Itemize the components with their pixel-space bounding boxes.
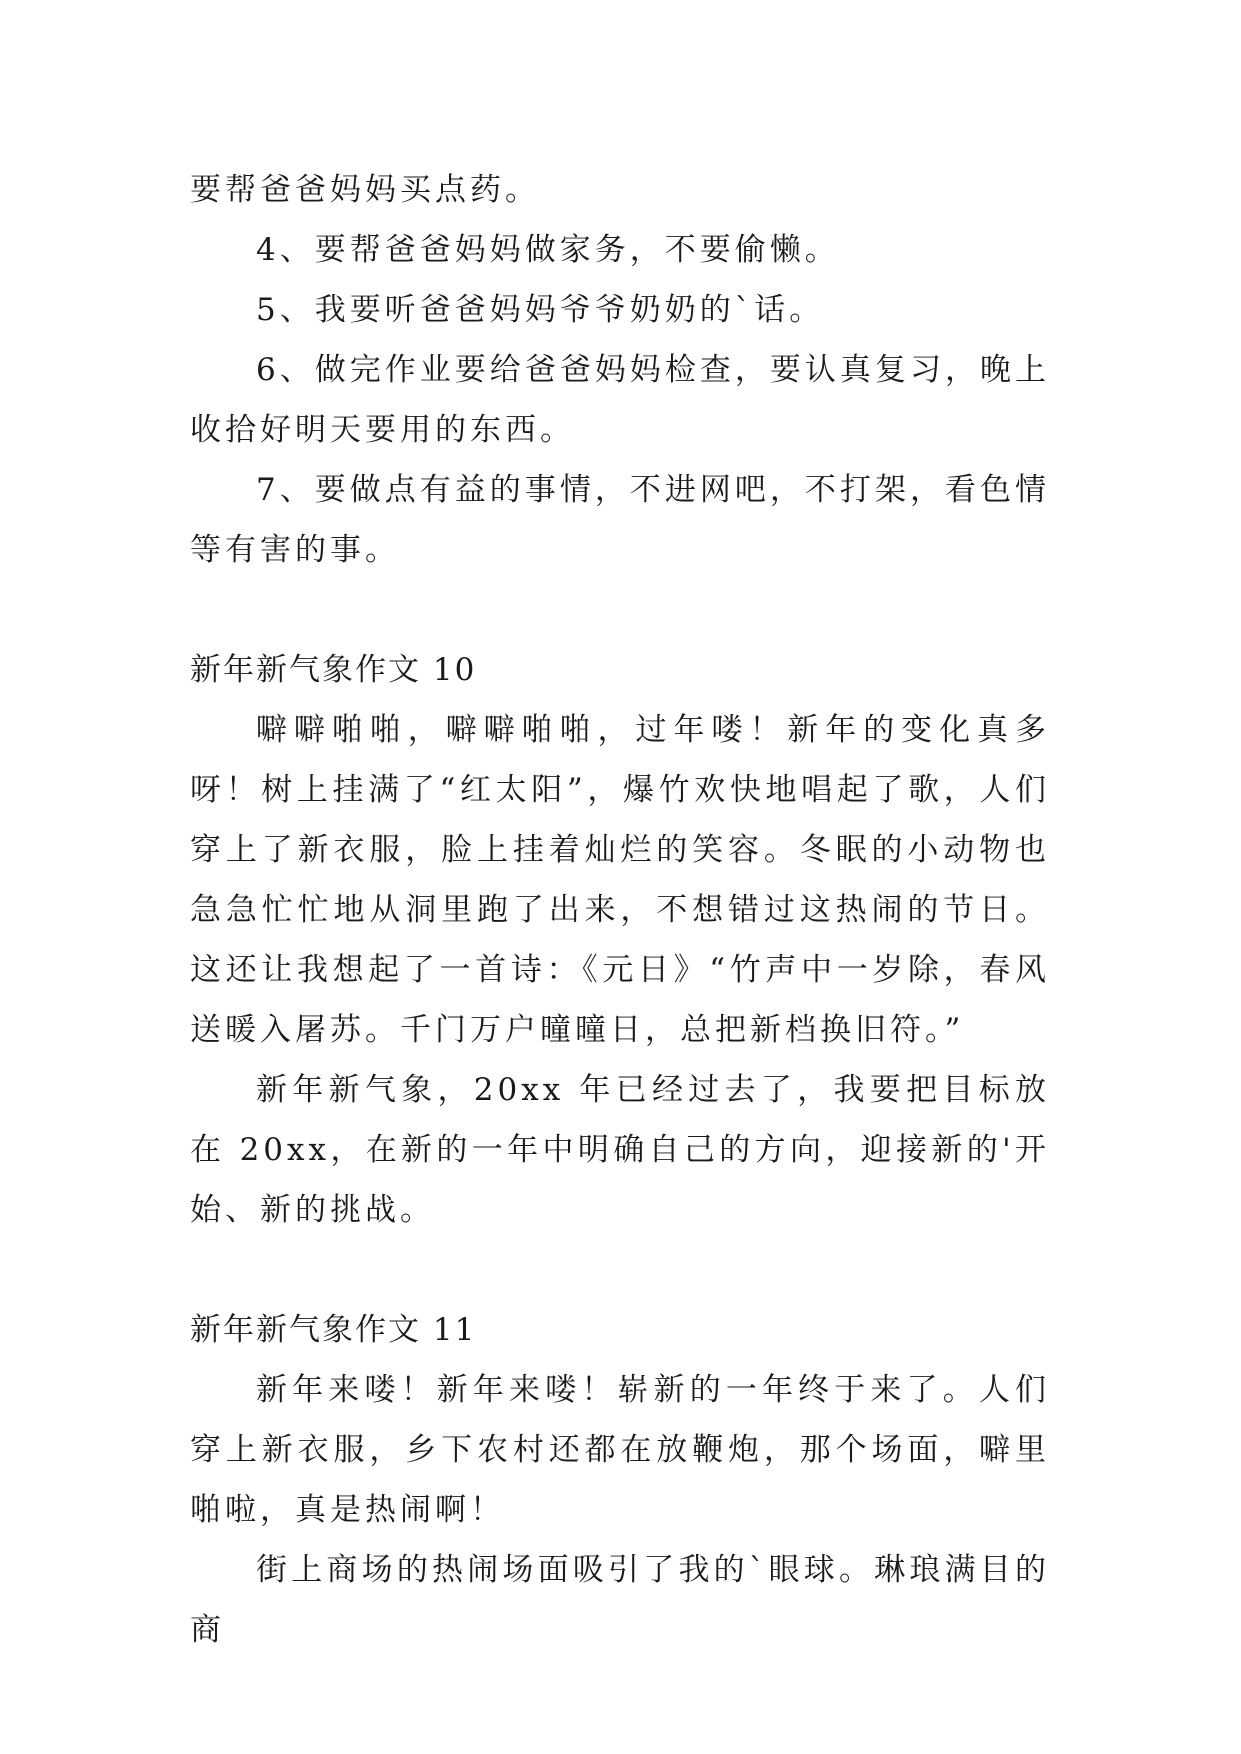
section-11-paragraph-2: 街上商场的热闹场面吸引了我的`眼球。琳琅满目的商 (190, 1552, 1050, 1648)
section-10-title: 新年新气象作文 10 (190, 652, 477, 688)
section-11-paragraph-1: 新年来喽！新年来喽！崭新的一年终于来了。人们穿上新衣服，乡下农村还都在放鞭炮，那个场面，噼里啪啦，真是热闹啊！ (190, 1372, 1050, 1528)
document-body (190, 160, 1050, 1660)
section-spacer (190, 580, 1050, 640)
list-item-6: 6、做完作业要给爸爸妈妈检查，要认真复习，晚上收拾好明天要用的东西。 (190, 352, 1050, 448)
section-10-paragraph-1: 噼噼啪啪，噼噼啪啪，过年喽！新年的变化真多呀！树上挂满了“红太阳”，爆竹欢快地唱起了歌，人们穿上了新衣服，脸上挂着灿烂的笑容。冬眠的小动物也急急忙忙地从洞里跑了出来，不想错过这热闹的节日。这还让我想起了一首诗：《元日》“竹声中一岁除，春风送暖入屠苏。千门万户曈曈日，总把新档换旧符。” (190, 712, 1050, 1048)
continuation-paragraph-1: 要帮爸爸妈妈买点药。 (190, 172, 540, 208)
section-spacer (190, 1240, 1050, 1300)
list-item-5: 5、我要听爸爸妈妈爷爷奶奶的`话。 (256, 292, 825, 328)
list-item-7: 7、要做点有益的事情，不进网吧，不打架，看色情等有害的事。 (190, 472, 1050, 568)
list-item-4: 4、要帮爸爸妈妈做家务，不要偷懒。 (256, 232, 840, 268)
section-11-title: 新年新气象作文 11 (190, 1312, 477, 1348)
section-10-paragraph-2: 新年新气象，20xx 年已经过去了，我要把目标放在 20xx，在新的一年中明确自己的方向，迎接新的'开始、新的挑战。 (190, 1072, 1050, 1228)
